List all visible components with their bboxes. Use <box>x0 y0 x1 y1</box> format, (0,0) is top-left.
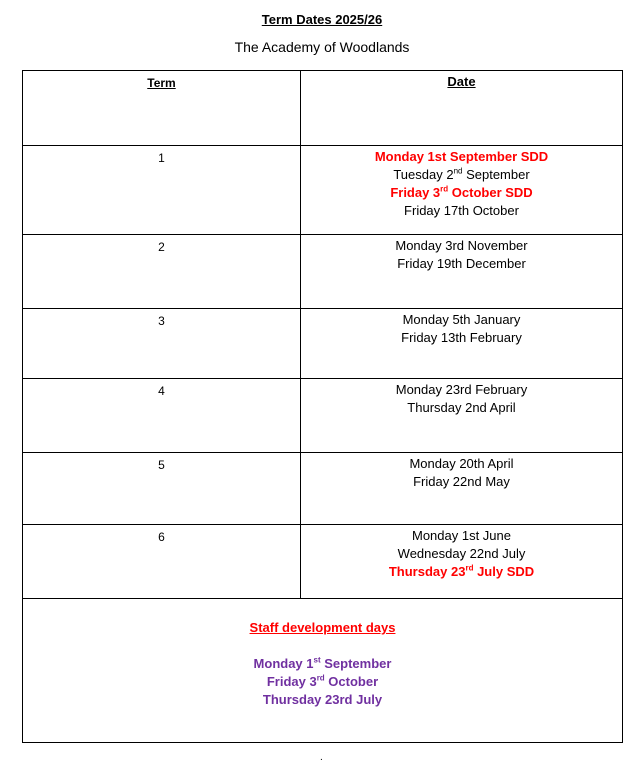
table-row <box>23 309 623 379</box>
term-number-text: 4 <box>158 384 165 398</box>
date-line: Monday 23rd February <box>395 382 528 397</box>
date-text: July SDD <box>473 564 535 579</box>
staff-day-text: Monday 1 <box>253 656 314 671</box>
table-row <box>23 453 623 525</box>
staff-development-title: Staff development days <box>249 620 396 635</box>
ordinal-suffix: rd <box>465 563 474 573</box>
date-line: Wednesday 22nd July <box>397 546 526 561</box>
header-date: Date <box>447 74 476 89</box>
term-dates <box>301 525 623 599</box>
table-header-row <box>23 71 623 146</box>
table-row <box>23 146 623 235</box>
term-number-text: 1 <box>158 151 165 165</box>
term-dates <box>301 235 623 309</box>
term-dates <box>301 146 623 235</box>
header-term: Term <box>147 76 176 90</box>
ordinal-suffix: nd <box>453 166 463 176</box>
footer-mark: . <box>320 752 323 763</box>
term-dates <box>301 453 623 525</box>
date-line: Monday 1st June <box>411 528 511 543</box>
term-number <box>23 235 301 309</box>
date-text: Tuesday 2 <box>393 167 454 182</box>
term-number-text: 6 <box>158 530 165 544</box>
date-line: Monday 20th April <box>409 456 514 471</box>
ordinal-suffix: rd <box>440 184 449 194</box>
staff-day-text: Friday 3 <box>266 674 317 689</box>
date-line: Monday 5th January <box>402 312 521 327</box>
header-date-cell <box>301 71 623 146</box>
ordinal-suffix: st <box>313 655 321 665</box>
table-row <box>23 235 623 309</box>
ordinal-suffix: rd <box>316 673 325 683</box>
term-number <box>23 309 301 379</box>
staff-day-text: October <box>324 674 379 689</box>
term-dates <box>301 309 623 379</box>
staff-day <box>23 673 622 691</box>
header-term-cell <box>23 71 301 146</box>
staff-day: Thursday 23rd July <box>262 692 383 707</box>
term-number <box>23 379 301 453</box>
staff-development-row <box>23 599 623 743</box>
table-row <box>23 379 623 453</box>
staff-day-text: September <box>320 656 392 671</box>
term-dates <box>301 379 623 453</box>
date-line <box>301 184 622 202</box>
date-line: Monday 3rd November <box>395 238 528 253</box>
date-line: Thursday 2nd April <box>407 400 516 415</box>
date-text: September <box>462 167 530 182</box>
term-number-text: 2 <box>158 240 165 254</box>
staff-development-cell <box>23 599 623 743</box>
date-line: Friday 19th December <box>397 256 526 271</box>
term-dates-table <box>22 70 623 743</box>
date-line <box>301 166 622 184</box>
term-number-text: 3 <box>158 314 165 328</box>
date-text: Thursday 23 <box>388 564 466 579</box>
table-row <box>23 525 623 599</box>
term-number <box>23 146 301 235</box>
date-line: Monday 1st September SDD <box>374 149 549 164</box>
term-number-text: 5 <box>158 458 165 472</box>
date-line: Friday 17th October <box>404 203 519 218</box>
term-number <box>23 453 301 525</box>
date-line: Friday 22nd May <box>413 474 510 489</box>
date-text: Friday 3 <box>390 185 441 200</box>
term-number <box>23 525 301 599</box>
date-line: Friday 13th February <box>401 330 522 345</box>
date-text: October SDD <box>448 185 533 200</box>
staff-day <box>23 655 622 673</box>
school-name: The Academy of Woodlands <box>234 39 410 55</box>
document-title: Term Dates 2025/26 <box>261 12 383 27</box>
date-line <box>301 563 622 581</box>
